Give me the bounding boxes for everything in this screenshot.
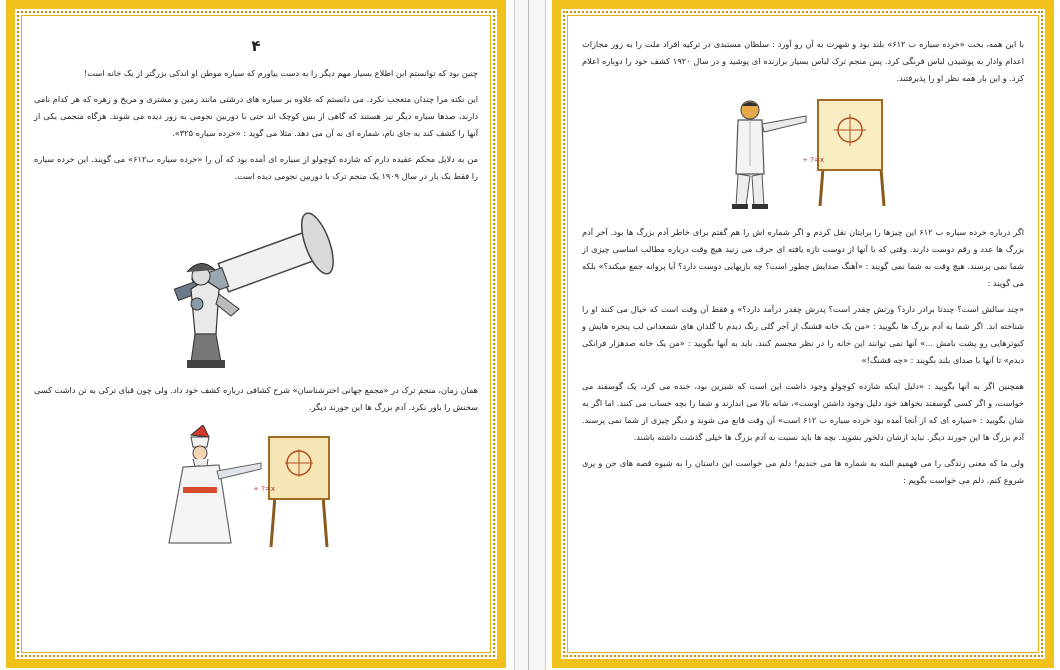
book-spine — [514, 0, 546, 670]
svg-text:x=? ÷: x=? ÷ — [802, 156, 824, 164]
page-number: ۴ — [251, 37, 261, 55]
paragraph: چنین بود که توانستم این اطلاع بسیار مهم دیگر را به دست بیاورم که سیاره موطن او اندکی بزرگتر از یک خانه است! — [84, 68, 478, 78]
illustration-astronomer-suit — [708, 96, 898, 216]
left-page-content — [34, 30, 478, 640]
right-page-content — [582, 36, 1024, 640]
paragraph: همچنین اگر به آنها بگویید : «دلیل اینکه شازده کوچولو وجود داشت این است که شیرین بود، خنده می کرد، یک گوسفند می خواست، و اگر کسی گوسفند بخواهد خود دلیل وجود داشتن اوست»، شانه بالا می اندازند و شما را بچه حساب می کنند. اما اگر به شان بگویید : «سیاره ای که از آنجا آمده بود خرده سیاره ب ۶۱۲ است» آن وقت قانع می شوند و دیگر چیزی از شما نمی پرسند. آدم بزرگ ها این جورند دیگر. نباید ازشان دلخور بشوید. بچه ها باید نسبت به آدم بزرگ ها خیلی گذشت داشته باشند. — [582, 381, 1024, 442]
astronomer-telescope-image — [161, 194, 351, 374]
astronomer-suit-image — [708, 96, 898, 216]
turkish-astronomer-image — [161, 425, 351, 555]
paragraph: من به دلایل محکم عقیده دارم که شازده کوچولو از سیاره ای آمده بود که آن را «خرده سیاره ب۶۱۲» می گویند. این خرده سیاره را فقط یک بار در سال ۱۹۰۹ یک منجم ترک با دوربین نجومی دیده است. — [34, 154, 478, 181]
paragraph: ولی ما که معنی زندگی را می فهمیم البته به شماره ها می خندیم! دلم می خواست این داستان را به شیوه قصه های جن و پری شروع کنم. دلم می خواست بگویم : — [582, 458, 1024, 485]
paragraph: این نکته مرا چندان متعجب نکرد. می دانستم که علاوه بر سیاره های درشتی مانند زمین و مشتری و مریخ و زهره که هر کدام نامی دارند، صدها سیاره دیگر نیز هستند که گاهی از بس کوچک اند حتی با دوربین نجومی به زور دیده می شوند. هرگاه منجمی یکی از آنها را کشف کند به جای نام، شماره ای به آن می دهد. مثلا می گوید : «خرده سیاره ۳۲۵». — [34, 94, 478, 138]
svg-text:x=? ÷: x=? ÷ — [253, 485, 275, 493]
paragraph: همان زمان، منجم ترک در «مجمع جهانی اخترشناسان» شرح کشافی درباره کشف خود داد. ولی چون قبای ترکی به تن داشت کسی سخنش را باور نکرد. آدم بزرگ ها این جورند دیگر. — [34, 385, 478, 412]
left-page — [6, 0, 506, 668]
paragraph: «چند سالش است؟ چندتا برادر دارد؟ وزنش چقدر است؟ پدرش چقدر درآمد دارد؟» و فقط آن وقت است که خیال می کنند او را شناخته اند. اگر شما به آدم بزرگ ها بگویید : «من یک خانه قشنگ از آجر گلی رنگ دیدم با گلدان های شمعدانی لب پنجره هایش و کبوترهایی رو پشت بامش ...» آنها نمی توانند این خانه را در نظر مجسم کنند. باید به آنها بگویید : «من یک خانه صدهزار فرانکی دیدم» تا آنها با صدای بلند بگویند : «چه قشنگ!» — [582, 304, 1024, 365]
paragraph: اگر درباره خرده سیاره ب ۶۱۲ این چیزها را برایتان نقل کردم و اگر شماره اش را هم گفتم برای خاطر آدم بزرگ ها بود. آخر آدم بزرگ ها عدد و رقم دوست دارند. وقتی که با آنها از دوست تازه یافته ای حرف می زنید هیچ وقت درباره مطالب اساسی چیزی از شما نمی پرسند. هیچ وقت به شما نمی گویند : «آهنگ صدایش چطور است؟ چه بازیهایی دوست دارد؟ آیا پروانه جمع میکند؟» بلکه می گویند : — [582, 227, 1024, 288]
illustration-turkish-astronomer — [161, 425, 351, 555]
page-gutter-line — [528, 0, 529, 670]
right-page — [552, 0, 1054, 668]
illustration-astronomer-telescope — [161, 194, 351, 374]
paragraph: با این همه، بخت «خرده سیاره ب ۶۱۲» بلند بود و شهرت به آن رو آورد : سلطان مستبدی در ترکیه افراد ملت را به زور مجازات اعدام وادار به پوشیدن لباس فرنگی کرد. پس منجم ترک لباس بسیار برازنده ای پوشید و در سال ۱۹۲۰ کشف خود را دوباره اعلام کرد. و این بار همه نظر او را پذیرفتند. — [582, 39, 1025, 83]
